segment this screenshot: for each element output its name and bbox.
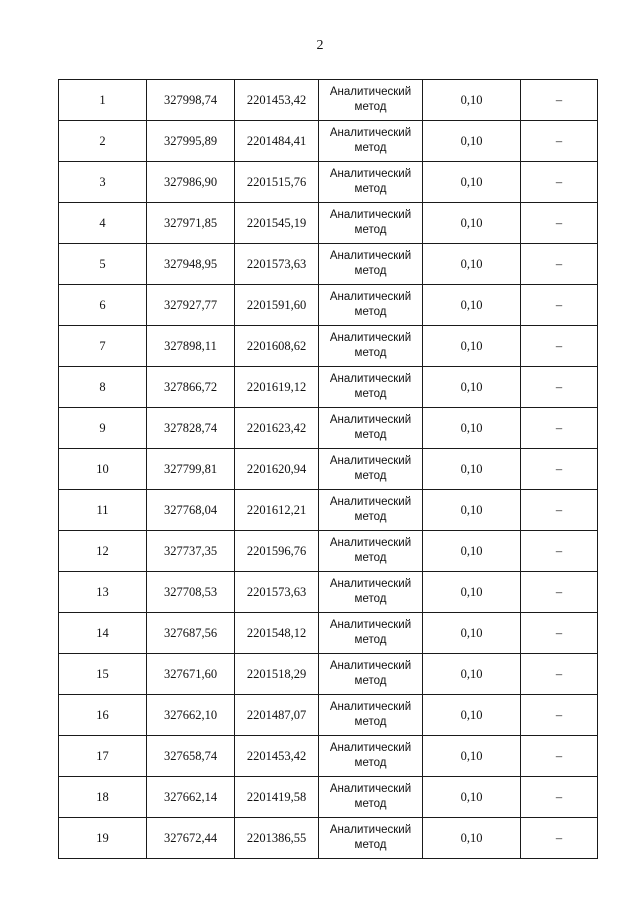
point-number-cell: 19 (59, 818, 147, 859)
table-row (59, 285, 598, 326)
y-coordinate-cell: 2201518,29 (235, 654, 319, 695)
table-row (59, 80, 598, 121)
accuracy-cell: 0,10 (423, 285, 521, 326)
method-cell: Аналитический метод (319, 654, 423, 695)
note-cell: – (521, 777, 598, 818)
accuracy-cell: 0,10 (423, 736, 521, 777)
x-coordinate-cell: 327898,11 (147, 326, 235, 367)
note-cell: – (521, 80, 598, 121)
note-cell: – (521, 613, 598, 654)
x-coordinate-cell: 327737,35 (147, 531, 235, 572)
table-row (59, 203, 598, 244)
accuracy-cell: 0,10 (423, 777, 521, 818)
method-cell: Аналитический метод (319, 244, 423, 285)
point-number-cell: 9 (59, 408, 147, 449)
accuracy-cell: 0,10 (423, 162, 521, 203)
note-cell: – (521, 121, 598, 162)
table-row (59, 244, 598, 285)
note-cell: – (521, 490, 598, 531)
method-cell: Аналитический метод (319, 736, 423, 777)
table-row (59, 531, 598, 572)
point-number-cell: 16 (59, 695, 147, 736)
table-row (59, 572, 598, 613)
point-number-cell: 5 (59, 244, 147, 285)
coordinates-table (58, 79, 598, 859)
accuracy-cell: 0,10 (423, 121, 521, 162)
y-coordinate-cell: 2201573,63 (235, 572, 319, 613)
accuracy-cell: 0,10 (423, 326, 521, 367)
method-cell: Аналитический метод (319, 367, 423, 408)
y-coordinate-cell: 2201386,55 (235, 818, 319, 859)
x-coordinate-cell: 327995,89 (147, 121, 235, 162)
accuracy-cell: 0,10 (423, 80, 521, 121)
x-coordinate-cell: 327662,10 (147, 695, 235, 736)
method-cell: Аналитический метод (319, 121, 423, 162)
table-row (59, 490, 598, 531)
note-cell: – (521, 367, 598, 408)
x-coordinate-cell: 327986,90 (147, 162, 235, 203)
method-cell: Аналитический метод (319, 695, 423, 736)
accuracy-cell: 0,10 (423, 244, 521, 285)
accuracy-cell: 0,10 (423, 818, 521, 859)
method-cell: Аналитический метод (319, 490, 423, 531)
table-row (59, 449, 598, 490)
y-coordinate-cell: 2201612,21 (235, 490, 319, 531)
point-number-cell: 8 (59, 367, 147, 408)
y-coordinate-cell: 2201453,42 (235, 736, 319, 777)
x-coordinate-cell: 327866,72 (147, 367, 235, 408)
x-coordinate-cell: 327672,44 (147, 818, 235, 859)
point-number-cell: 6 (59, 285, 147, 326)
method-cell: Аналитический метод (319, 613, 423, 654)
page-number: 2 (316, 38, 324, 53)
method-cell: Аналитический метод (319, 818, 423, 859)
point-number-cell: 3 (59, 162, 147, 203)
y-coordinate-cell: 2201619,12 (235, 367, 319, 408)
y-coordinate-cell: 2201596,76 (235, 531, 319, 572)
table-row (59, 613, 598, 654)
method-cell: Аналитический метод (319, 449, 423, 490)
point-number-cell: 7 (59, 326, 147, 367)
point-number-cell: 15 (59, 654, 147, 695)
x-coordinate-cell: 327662,14 (147, 777, 235, 818)
x-coordinate-cell: 327658,74 (147, 736, 235, 777)
table-row (59, 367, 598, 408)
accuracy-cell: 0,10 (423, 449, 521, 490)
point-number-cell: 10 (59, 449, 147, 490)
point-number-cell: 12 (59, 531, 147, 572)
x-coordinate-cell: 327828,74 (147, 408, 235, 449)
point-number-cell: 18 (59, 777, 147, 818)
y-coordinate-cell: 2201453,42 (235, 80, 319, 121)
point-number-cell: 11 (59, 490, 147, 531)
table-row (59, 326, 598, 367)
table-row (59, 408, 598, 449)
y-coordinate-cell: 2201620,94 (235, 449, 319, 490)
table-row (59, 777, 598, 818)
accuracy-cell: 0,10 (423, 531, 521, 572)
method-cell: Аналитический метод (319, 162, 423, 203)
accuracy-cell: 0,10 (423, 408, 521, 449)
note-cell: – (521, 736, 598, 777)
note-cell: – (521, 818, 598, 859)
y-coordinate-cell: 2201573,63 (235, 244, 319, 285)
x-coordinate-cell: 327948,95 (147, 244, 235, 285)
point-number-cell: 13 (59, 572, 147, 613)
note-cell: – (521, 326, 598, 367)
note-cell: – (521, 449, 598, 490)
method-cell: Аналитический метод (319, 531, 423, 572)
accuracy-cell: 0,10 (423, 490, 521, 531)
method-cell: Аналитический метод (319, 203, 423, 244)
x-coordinate-cell: 327998,74 (147, 80, 235, 121)
method-cell: Аналитический метод (319, 285, 423, 326)
y-coordinate-cell: 2201591,60 (235, 285, 319, 326)
y-coordinate-cell: 2201484,41 (235, 121, 319, 162)
table-row (59, 654, 598, 695)
accuracy-cell: 0,10 (423, 203, 521, 244)
note-cell: – (521, 203, 598, 244)
x-coordinate-cell: 327687,56 (147, 613, 235, 654)
x-coordinate-cell: 327971,85 (147, 203, 235, 244)
y-coordinate-cell: 2201515,76 (235, 162, 319, 203)
accuracy-cell: 0,10 (423, 613, 521, 654)
accuracy-cell: 0,10 (423, 572, 521, 613)
y-coordinate-cell: 2201623,42 (235, 408, 319, 449)
note-cell: – (521, 408, 598, 449)
note-cell: – (521, 654, 598, 695)
note-cell: – (521, 695, 598, 736)
accuracy-cell: 0,10 (423, 654, 521, 695)
table-row (59, 121, 598, 162)
table-row (59, 695, 598, 736)
y-coordinate-cell: 2201608,62 (235, 326, 319, 367)
method-cell: Аналитический метод (319, 777, 423, 818)
table-row (59, 162, 598, 203)
note-cell: – (521, 244, 598, 285)
method-cell: Аналитический метод (319, 572, 423, 613)
method-cell: Аналитический метод (319, 408, 423, 449)
method-cell: Аналитический метод (319, 326, 423, 367)
point-number-cell: 17 (59, 736, 147, 777)
table-row (59, 736, 598, 777)
note-cell: – (521, 162, 598, 203)
x-coordinate-cell: 327708,53 (147, 572, 235, 613)
method-cell: Аналитический метод (319, 80, 423, 121)
x-coordinate-cell: 327671,60 (147, 654, 235, 695)
y-coordinate-cell: 2201548,12 (235, 613, 319, 654)
accuracy-cell: 0,10 (423, 367, 521, 408)
note-cell: – (521, 285, 598, 326)
table-row (59, 818, 598, 859)
coordinates-table-body (59, 80, 598, 859)
x-coordinate-cell: 327927,77 (147, 285, 235, 326)
accuracy-cell: 0,10 (423, 695, 521, 736)
point-number-cell: 1 (59, 80, 147, 121)
y-coordinate-cell: 2201419,58 (235, 777, 319, 818)
y-coordinate-cell: 2201545,19 (235, 203, 319, 244)
x-coordinate-cell: 327768,04 (147, 490, 235, 531)
note-cell: – (521, 531, 598, 572)
point-number-cell: 4 (59, 203, 147, 244)
note-cell: – (521, 572, 598, 613)
point-number-cell: 14 (59, 613, 147, 654)
y-coordinate-cell: 2201487,07 (235, 695, 319, 736)
x-coordinate-cell: 327799,81 (147, 449, 235, 490)
point-number-cell: 2 (59, 121, 147, 162)
